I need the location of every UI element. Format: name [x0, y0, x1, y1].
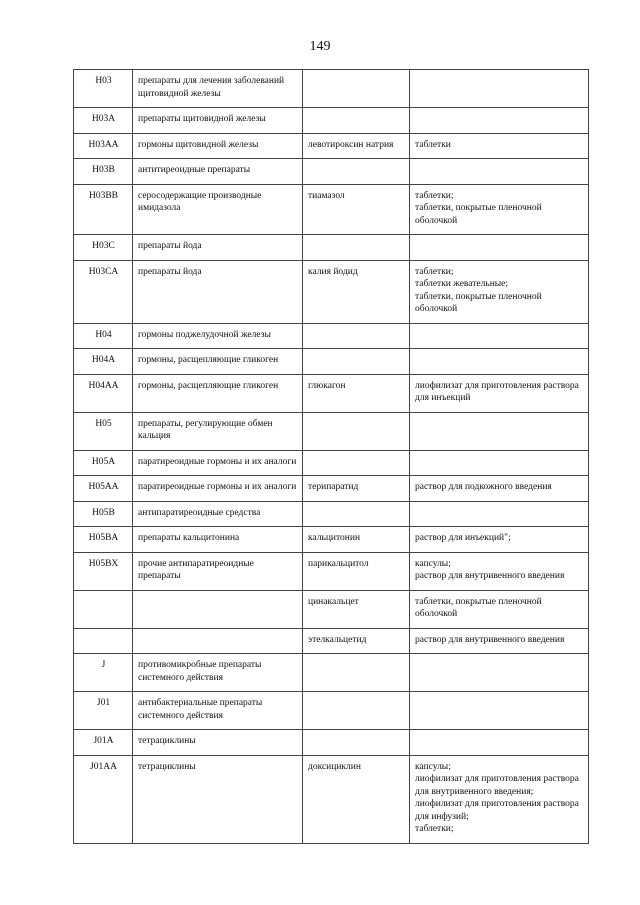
- drug-name-cell: [303, 349, 410, 375]
- atc-code-cell: [74, 590, 133, 628]
- atc-code-cell: H04: [74, 323, 133, 349]
- dosage-form-cell: [410, 108, 589, 134]
- atc-code-cell: H03BB: [74, 184, 133, 235]
- atc-code-cell: H05: [74, 412, 133, 450]
- dosage-form-cell: таблетки; таблетки жевательные; таблетки, покрытые пленочной оболочкой: [410, 260, 589, 323]
- table-row: [74, 450, 589, 476]
- atc-code-cell: H03AA: [74, 133, 133, 159]
- dosage-form-cell: [410, 349, 589, 375]
- atc-code-cell: H04A: [74, 349, 133, 375]
- atc-code-cell: H03A: [74, 108, 133, 134]
- table-row: [74, 133, 589, 159]
- drug-name-cell: глюкагон: [303, 374, 410, 412]
- atc-code-cell: H03B: [74, 159, 133, 185]
- atc-code-cell: J01AA: [74, 755, 133, 843]
- drug-name-cell: цинакальцет: [303, 590, 410, 628]
- dosage-form-cell: [410, 730, 589, 756]
- atc-code-cell: [74, 628, 133, 654]
- atc-code-cell: H05AA: [74, 476, 133, 502]
- table-row: [74, 552, 589, 590]
- drug-name-cell: парикальцитол: [303, 552, 410, 590]
- table-row: [74, 755, 589, 843]
- table-row: [74, 349, 589, 375]
- table-row: [74, 260, 589, 323]
- dosage-form-cell: таблетки, покрытые пленочной оболочкой: [410, 590, 589, 628]
- table-row: [74, 730, 589, 756]
- table-row: [74, 412, 589, 450]
- dosage-form-cell: [410, 654, 589, 692]
- anatomical-group-cell: гормоны поджелудочной железы: [133, 323, 303, 349]
- anatomical-group-cell: [133, 590, 303, 628]
- dosage-form-cell: [410, 159, 589, 185]
- dosage-form-cell: [410, 412, 589, 450]
- drug-name-cell: левотироксин натрия: [303, 133, 410, 159]
- drug-table: [73, 69, 589, 844]
- drug-name-cell: [303, 108, 410, 134]
- anatomical-group-cell: серосодержащие производные имидазола: [133, 184, 303, 235]
- anatomical-group-cell: препараты йода: [133, 235, 303, 261]
- dosage-form-cell: капсулы; раствор для внутривенного введения: [410, 552, 589, 590]
- anatomical-group-cell: препараты щитовидной железы: [133, 108, 303, 134]
- drug-table-body: [74, 70, 589, 844]
- atc-code-cell: J01: [74, 692, 133, 730]
- atc-code-cell: H03C: [74, 235, 133, 261]
- drug-name-cell: [303, 730, 410, 756]
- anatomical-group-cell: гормоны щитовидной железы: [133, 133, 303, 159]
- atc-code-cell: J01A: [74, 730, 133, 756]
- dosage-form-cell: [410, 323, 589, 349]
- anatomical-group-cell: препараты йода: [133, 260, 303, 323]
- dosage-form-cell: лиофилизат для приготовления раствора для инъекций: [410, 374, 589, 412]
- drug-name-cell: доксициклин: [303, 755, 410, 843]
- dosage-form-cell: [410, 501, 589, 527]
- dosage-form-cell: [410, 450, 589, 476]
- table-row: [74, 108, 589, 134]
- atc-code-cell: H03: [74, 70, 133, 108]
- anatomical-group-cell: гормоны, расщепляющие гликоген: [133, 374, 303, 412]
- anatomical-group-cell: тетрациклины: [133, 755, 303, 843]
- table-row: [74, 628, 589, 654]
- anatomical-group-cell: тетрациклины: [133, 730, 303, 756]
- anatomical-group-cell: антитиреоидные препараты: [133, 159, 303, 185]
- anatomical-group-cell: препараты кальцитонина: [133, 527, 303, 553]
- atc-code-cell: H03CA: [74, 260, 133, 323]
- dosage-form-cell: [410, 70, 589, 108]
- dosage-form-cell: раствор для внутривенного введения: [410, 628, 589, 654]
- anatomical-group-cell: антипаратиреоидные средства: [133, 501, 303, 527]
- drug-name-cell: кальцитонин: [303, 527, 410, 553]
- drug-name-cell: [303, 70, 410, 108]
- dosage-form-cell: раствор для инъекций";: [410, 527, 589, 553]
- drug-name-cell: [303, 159, 410, 185]
- anatomical-group-cell: паратиреоидные гормоны и их аналоги: [133, 450, 303, 476]
- atc-code-cell: H05B: [74, 501, 133, 527]
- atc-code-cell: H05BX: [74, 552, 133, 590]
- drug-name-cell: [303, 501, 410, 527]
- drug-name-cell: калия йодид: [303, 260, 410, 323]
- anatomical-group-cell: противомикробные препараты системного действия: [133, 654, 303, 692]
- dosage-form-cell: раствор для подкожного введения: [410, 476, 589, 502]
- dosage-form-cell: [410, 235, 589, 261]
- dosage-form-cell: капсулы; лиофилизат для приготовления раствора для внутривенного введения; лиофилизат для приготовления раствора для инфузий; таблетки;: [410, 755, 589, 843]
- dosage-form-cell: таблетки; таблетки, покрытые пленочной оболочкой: [410, 184, 589, 235]
- drug-name-cell: [303, 323, 410, 349]
- drug-name-cell: терипаратид: [303, 476, 410, 502]
- anatomical-group-cell: гормоны, расщепляющие гликоген: [133, 349, 303, 375]
- table-row: [74, 654, 589, 692]
- atc-code-cell: H04AA: [74, 374, 133, 412]
- drug-name-cell: [303, 412, 410, 450]
- table-row: [74, 235, 589, 261]
- anatomical-group-cell: прочие антипаратиреоидные препараты: [133, 552, 303, 590]
- table-row: [74, 323, 589, 349]
- dosage-form-cell: таблетки: [410, 133, 589, 159]
- atc-code-cell: H05BA: [74, 527, 133, 553]
- drug-name-cell: тиамазол: [303, 184, 410, 235]
- drug-name-cell: [303, 235, 410, 261]
- drug-name-cell: [303, 654, 410, 692]
- atc-code-cell: H05A: [74, 450, 133, 476]
- anatomical-group-cell: антибактериальные препараты системного действия: [133, 692, 303, 730]
- table-row: [74, 527, 589, 553]
- table-row: [74, 374, 589, 412]
- anatomical-group-cell: паратиреоидные гормоны и их аналоги: [133, 476, 303, 502]
- table-row: [74, 590, 589, 628]
- table-row: [74, 501, 589, 527]
- dosage-form-cell: [410, 692, 589, 730]
- page-number: 149: [309, 39, 331, 54]
- anatomical-group-cell: [133, 628, 303, 654]
- drug-name-cell: [303, 692, 410, 730]
- anatomical-group-cell: препараты, регулирующие обмен кальция: [133, 412, 303, 450]
- table-row: [74, 184, 589, 235]
- anatomical-group-cell: препараты для лечения заболеваний щитовидной железы: [133, 70, 303, 108]
- atc-code-cell: J: [74, 654, 133, 692]
- drug-name-cell: этелкальцетид: [303, 628, 410, 654]
- table-row: [74, 159, 589, 185]
- table-row: [74, 692, 589, 730]
- table-row: [74, 70, 589, 108]
- drug-name-cell: [303, 450, 410, 476]
- table-row: [74, 476, 589, 502]
